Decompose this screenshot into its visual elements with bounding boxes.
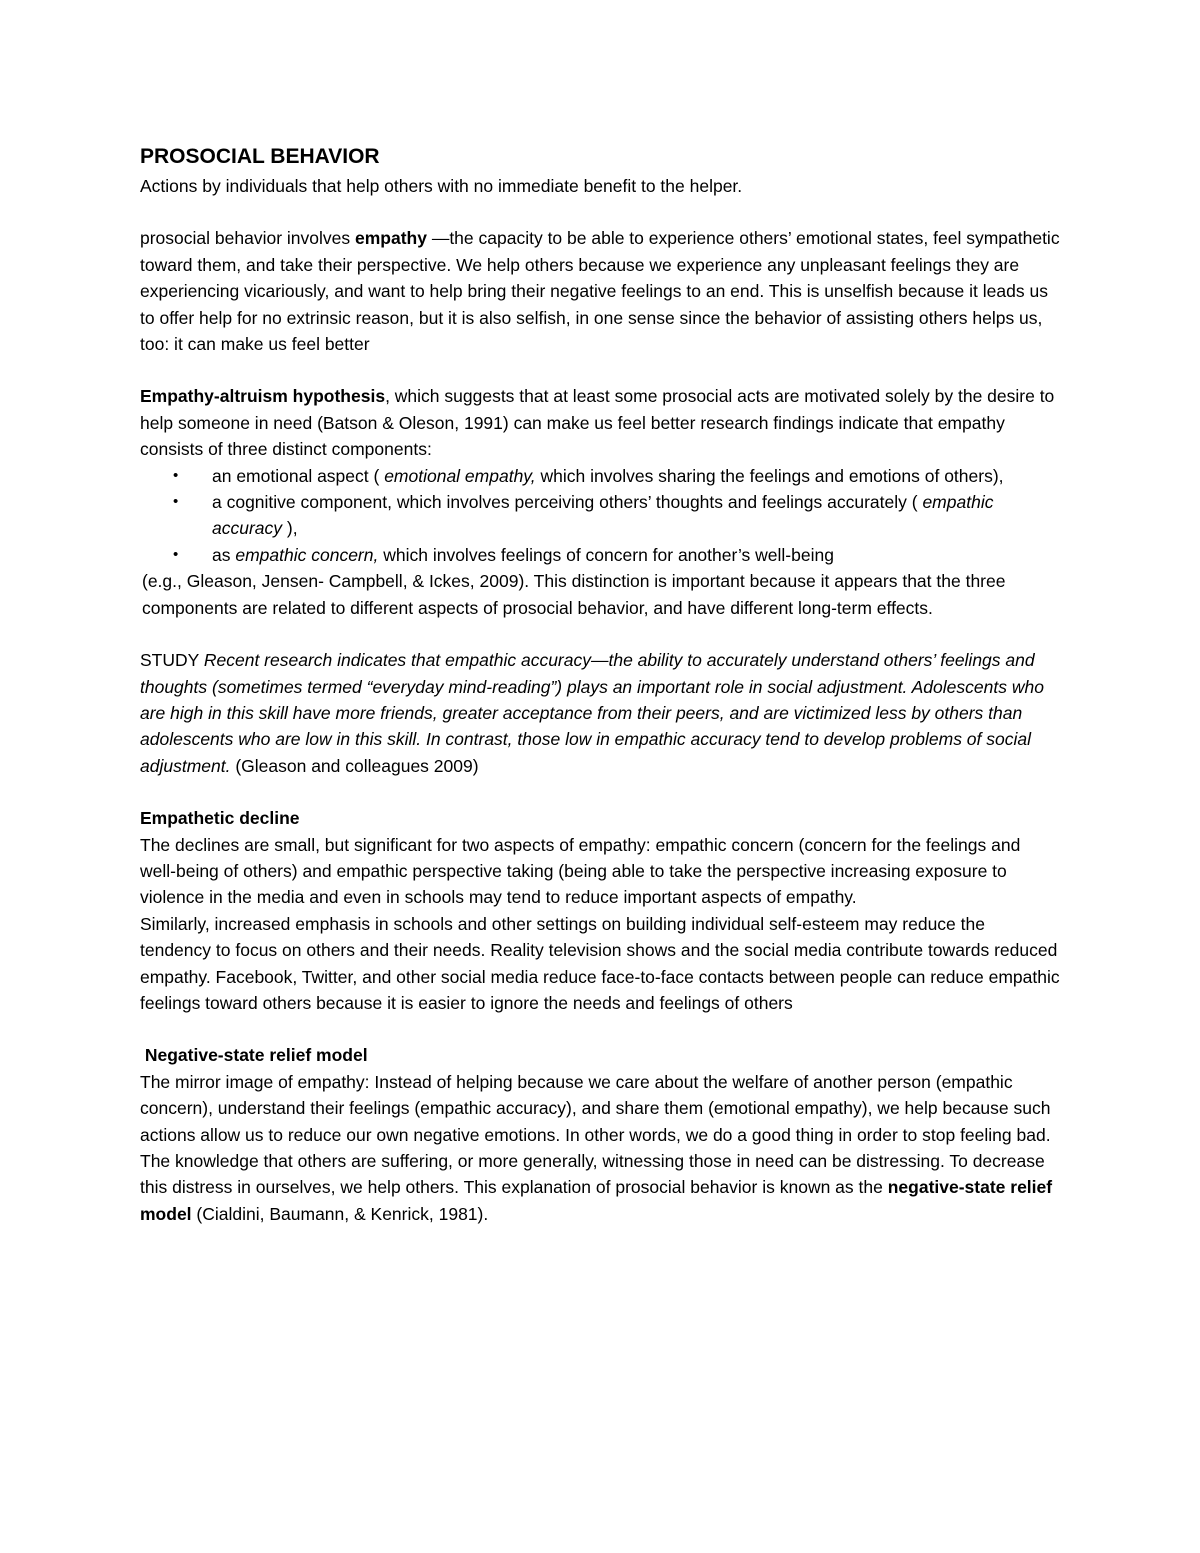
altruism-text: , which suggests that at least some prosocial acts are motivated solely by the desire to help someone in need (Batson & Oleson, 1991) can make us feel better research findings indicate that empathy consists of three distinct components: xyxy=(140,386,1055,460)
paragraph-gap xyxy=(140,1016,1060,1042)
bullet-icon: • xyxy=(173,466,179,484)
altruism-paragraph xyxy=(140,383,1060,462)
bullet-post: which involves sharing the feelings and emotions of others), xyxy=(535,465,1004,486)
paragraph-gap xyxy=(140,199,1060,225)
document-page xyxy=(140,143,1060,1227)
decline-paragraph-1: The declines are small, but significant for two aspects of empathy: empathic concern (concern for the feelings and well-being of others) and empathic perspective taking (being able to take the perspective increasing exposure to violence in the media and even in schools may tend to reduce important aspects of empathy. xyxy=(140,834,1021,908)
bullet-post: which involves feelings of concern for another’s well-being xyxy=(378,544,834,565)
paragraph-gap xyxy=(140,621,1060,647)
altruism-term: Empathy-altruism hypothesis xyxy=(140,386,386,407)
bullet-pre: a cognitive component, which involves perceiving others’ thoughts and feelings accurately ( xyxy=(212,492,923,513)
empathy-paragraph xyxy=(140,225,1060,357)
empathy-pre: prosocial behavior involves xyxy=(140,228,355,249)
relief-post: (Cialdini, Baumann, & Kenrick, 1981). xyxy=(191,1203,489,1224)
relief-term: negative-state relief model xyxy=(140,1177,1053,1224)
bullet-icon: • xyxy=(173,493,179,511)
decline-paragraph-2: Similarly, increased emphasis in schools and other settings on building individual self-esteem may reduce the tendency to focus on others and their needs. Reality television shows and the social media contribute towards reduced empathy. Facebook, Twitter, and other social media reduce face-to-face contacts between people can reduce empathic feelings toward others because it is easier to ignore the needs and feelings of others xyxy=(140,913,1060,1013)
page-title: PROSOCIAL BEHAVIOR xyxy=(140,145,380,168)
relief-paragraph xyxy=(140,1069,1060,1227)
section-heading-relief: Negative-state relief model xyxy=(140,1045,368,1066)
empathy-components-list xyxy=(140,463,1060,569)
study-citation: (Gleason and colleagues 2009) xyxy=(230,755,479,776)
bullet-icon: • xyxy=(173,545,179,563)
section-heading-decline: Empathetic decline xyxy=(140,808,300,829)
study-label: STUDY xyxy=(140,650,204,671)
study-text: Recent research indicates that empathic accuracy—the ability to accurately understand others’ feelings and thoughts (sometimes termed “everyday mind-reading”) plays an important role in social adjustment. Adolescents who are high in this skill have more friends, greater acceptance from their peers, and are victimized less by others than adolescents who are low in this skill. In contrast, those low in empathic accuracy tend to develop problems of social adjustment. xyxy=(140,650,1044,776)
empathy-post: —the capacity to be able to experience others’ emotional states, feel sympathetic toward them, and take their perspective. We help others because we experience any unpleasant feelings they are experiencing vicariously, and want to help bring their negative feelings to an end. This is unselfish because it leads us to offer help for no extrinsic reason, but it is also selfish, in one sense since the behavior of assisting others helps us, too: it can make us feel better xyxy=(140,228,1060,355)
bullet-pre: an emotional aspect ( xyxy=(212,465,385,486)
paragraph-gap xyxy=(140,357,1060,383)
definition-text: Actions by individuals that help others with no immediate benefit to the helper. xyxy=(140,176,743,196)
list-item xyxy=(140,542,1060,568)
paragraph-gap xyxy=(140,779,1060,805)
bullet-italic: empathic accuracy xyxy=(212,492,994,539)
study-paragraph xyxy=(140,647,1060,779)
bullet-italic: emotional empathy, xyxy=(384,465,536,486)
components-followup: (e.g., Gleason, Jensen- Campbell, & Ickes, 2009). This distinction is important because it appears that the three components are related to different aspects of prosocial behavior, and have different long-term effects. xyxy=(142,571,1006,618)
empathy-term: empathy xyxy=(354,228,427,249)
bullet-pre: as xyxy=(212,544,236,565)
relief-pre: The mirror image of empathy: Instead of helping because we care about the welfare of another person (empathic concern), understand their feelings (empathic accuracy), and share them (emotional empathy), we help because such actions allow us to reduce our own negative emotions. In other words, we do a good thing in order to stop feeling bad. The knowledge that others are suffering, or more generally, witnessing those in need can be distressing. To decrease this distress in ourselves, we help others. This explanation of prosocial behavior is known as the xyxy=(140,1071,1051,1198)
list-item xyxy=(140,489,1060,542)
bullet-post: ), xyxy=(282,518,298,539)
list-item xyxy=(140,463,1060,489)
bullet-italic: empathic concern, xyxy=(235,544,379,565)
